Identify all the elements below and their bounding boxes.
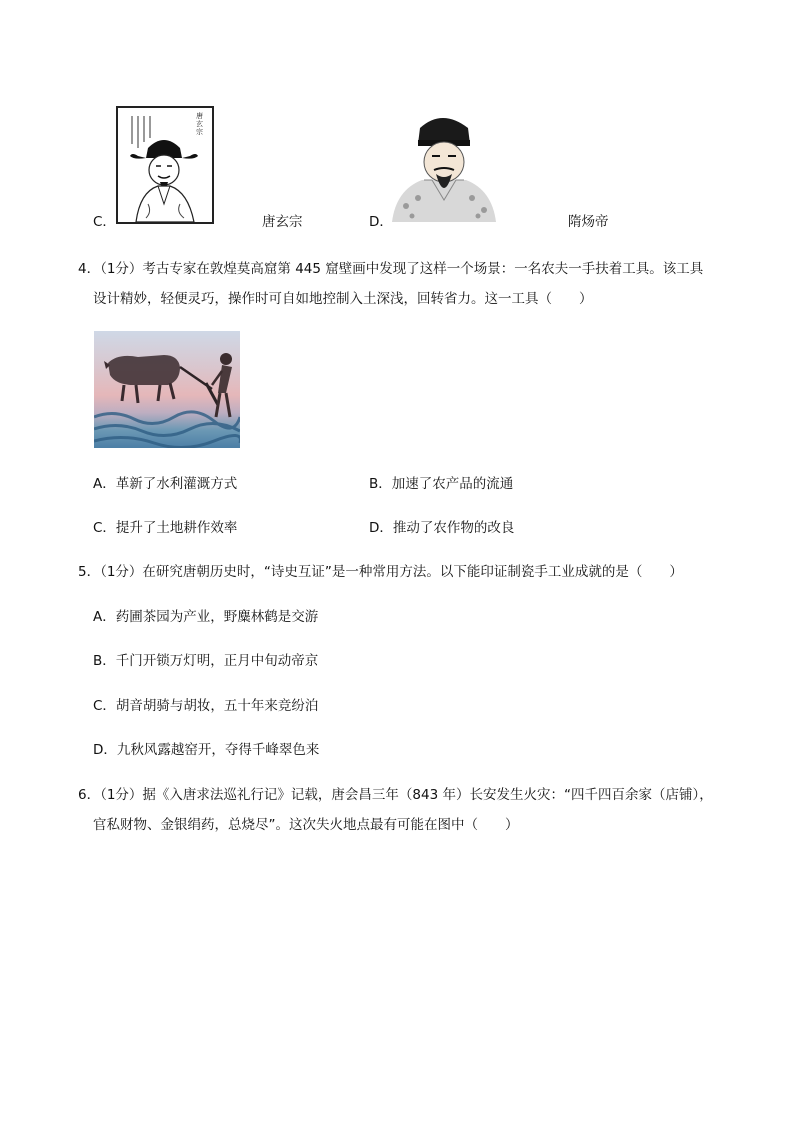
- portrait-tang-xuanzong: [116, 106, 214, 224]
- q5-option-a: A．药圃茶园为产业，野麋林鹤是交游: [93, 609, 319, 625]
- q6-stem-line2: 官私财物、金银绢药，总烧尽”。这次失火地点最有可能在图中（ ）: [93, 817, 519, 833]
- q4-option-b: B．加速了农产品的流通: [369, 476, 514, 492]
- q3-option-d-caption: 隋炀帝: [568, 214, 609, 230]
- q4-option-a: A．革新了水利灌溉方式: [93, 476, 238, 492]
- q3-option-c-caption: 唐玄宗: [262, 214, 303, 230]
- q3-option-c-letter: C．: [93, 214, 116, 230]
- mural-drawing: [94, 331, 240, 448]
- portrait-sui-yangdi: [392, 110, 496, 222]
- q5-option-c: C．胡音胡骑与胡妆，五十年来竞纷泊: [93, 698, 319, 714]
- q4-stem-line2: 设计精妙，轻便灵巧，操作时可自如地控制入土深浅，回转省力。这一工具（ ）: [93, 291, 593, 307]
- q5-stem: 5．（1分）在研究唐朝历史时，“诗史互证”是一种常用方法。以下能印证制瓷手工业成就的是（ ）: [78, 564, 683, 580]
- q3-option-d-letter: D．: [369, 214, 393, 230]
- dunhuang-ploughing-mural: [94, 331, 240, 448]
- q4-option-c: C．提升了土地耕作效率: [93, 520, 238, 536]
- q6-stem-line1: 6．（1分）据《入唐求法巡礼行记》记载，唐会昌三年（843 年）长安发生火灾：“四千四百余家（店铺），: [78, 787, 713, 803]
- q5-option-d: D．九秋风露越窑开，夺得千峰翠色来: [93, 742, 320, 758]
- portrait-d-drawing: [392, 110, 496, 222]
- q4-option-d: D．推动了农作物的改良: [369, 520, 515, 536]
- portrait-c-inscription: 唐玄宗: [196, 112, 203, 136]
- q4-stem-line1: 4．（1分）考古专家在敦煌莫高窟第 445 窟壁画中发现了这样一个场景：一名农夫一手扶着工具。该工具: [78, 261, 704, 277]
- q5-option-b: B．千门开锁万灯明，正月中旬动帝京: [93, 653, 319, 669]
